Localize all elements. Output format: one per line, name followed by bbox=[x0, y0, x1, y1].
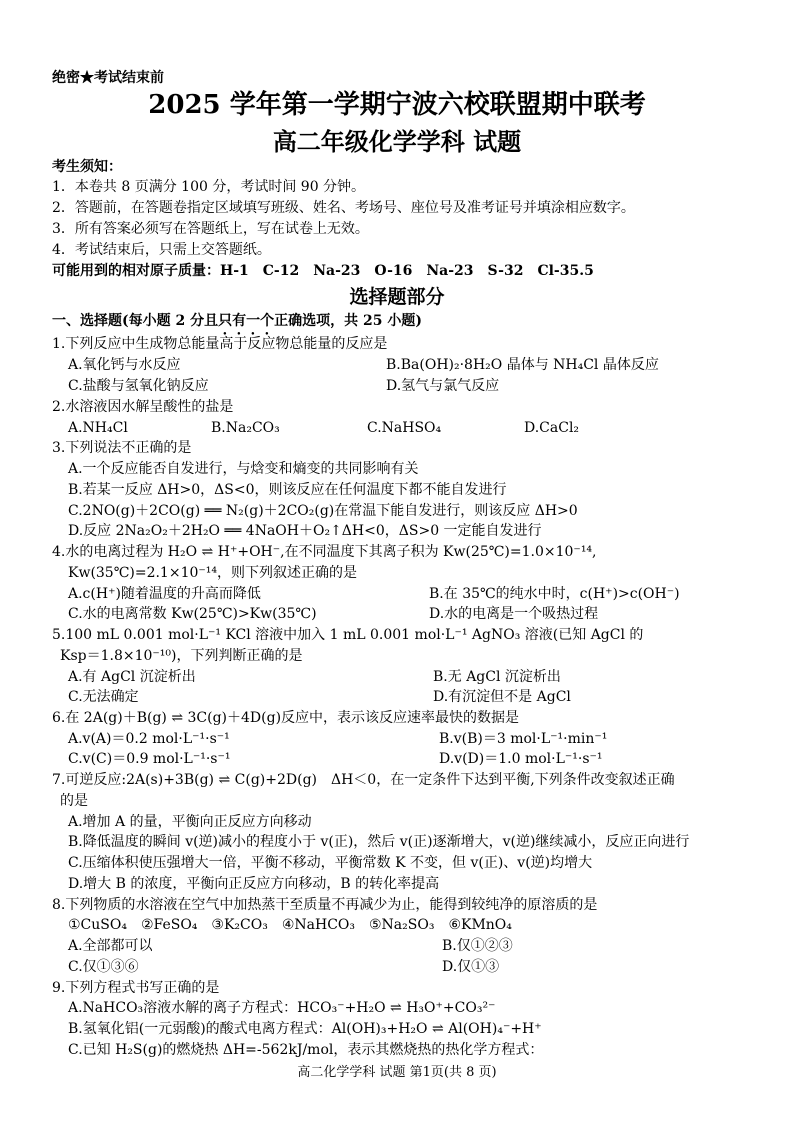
notice-item: 1．本卷共 8 页满分 100 分，考试时间 90 分钟。 bbox=[52, 179, 366, 195]
question-line: A.NH₄Cl bbox=[68, 420, 128, 436]
atomic-mass-line: 可能用到的相对原子质量：H-1 C-12 Na-23 O-16 Na-23 S-32 Cl-35.5 bbox=[52, 263, 594, 279]
question-line: B.氢氧化铝(一元弱酸)的酸式电离方程式：Al(OH)₃+H₂O ⇌ Al(OH)₄⁻+H⁺ bbox=[68, 1021, 542, 1037]
question-line: B.v(B)＝3 mol·L⁻¹·min⁻¹ bbox=[439, 731, 608, 747]
question-line: D.氢气与氯气反应 bbox=[386, 378, 500, 394]
section-intro-part: 一、选择题(每小题 2 分且 bbox=[52, 313, 219, 329]
question-line: 7.可逆反应:2A(s)+3B(g) ⇌ C(g)+2D(g) ΔH＜0，在一定条件下达到平衡,下列条件改变叙述正确 bbox=[52, 772, 675, 788]
question-line: C.v(C)＝0.9 mol·L⁻¹·s⁻¹ bbox=[68, 751, 231, 767]
question-line: C.压缩体积使压强增大一倍，平衡不移动，平衡常数 K 不变，但 v(正)、v(逆)均增大 bbox=[68, 855, 593, 871]
question-line: D.增大 B 的浓度，平衡向正反应方向移动，B 的转化率提高 bbox=[68, 876, 440, 892]
question-line: Ksp＝1.8×10⁻¹⁰)，下列判断正确的是 bbox=[60, 648, 303, 664]
question-line: A.氧化钙与水反应 bbox=[68, 357, 181, 373]
question-line: A.c(H⁺)随着温度的升高而降低 bbox=[68, 586, 261, 602]
question-line: 4.水的电离过程为 H₂O ⇌ H⁺+OH⁻,在不同温度下其离子积为 Kw(25℃)=1.0×10⁻¹⁴, bbox=[52, 544, 597, 560]
question-line: C.2NO(g)＋2CO(g) ══ N₂(g)＋2CO₂(g)在常温下能自发进行，则该反应 ΔH>0 bbox=[68, 503, 578, 519]
question-line: C.NaHSO₄ bbox=[367, 420, 442, 436]
question-line: 1.下列反应中生成物总能量高于反应物总能量的反应是 bbox=[52, 336, 388, 352]
notice-item: 4．考试结束后，只需上交答题纸。 bbox=[52, 242, 271, 258]
question-line: B.在 35℃的纯水中时，c(H⁺)>c(OH⁻) bbox=[429, 586, 680, 602]
question-line: B.无 AgCl 沉淀析出 bbox=[433, 669, 561, 685]
question-line: D.仅①③ bbox=[442, 959, 500, 975]
question-line: A.一个反应能否自发进行，与焓变和熵变的共同影响有关 bbox=[68, 461, 419, 477]
question-line: B.若某一反应 ΔH>0，ΔS<0，则该反应在任何温度下都不能自发进行 bbox=[68, 482, 507, 498]
question-line: 8.下列物质的水溶液在空气中加热蒸干至质量不再减少为止，能得到较纯净的原溶质的是 bbox=[52, 897, 598, 913]
question-line: 5.100 mL 0.001 mol·L⁻¹ KCl 溶液中加入 1 mL 0.001 mol·L⁻¹ AgNO₃ 溶液(已知 AgCl 的 bbox=[52, 627, 644, 643]
question-line: C.已知 H₂S(g)的燃烧热 ΔH=-562kJ/mol，表示其燃烧热的热化学方程式： bbox=[68, 1042, 544, 1058]
exam-title: 2025 学年第一学期宁波六校联盟期中联考 bbox=[148, 90, 646, 120]
question-line: B.Na₂CO₃ bbox=[211, 420, 280, 436]
question-line: 3.下列说法不正确的是 bbox=[52, 440, 192, 456]
question-line: C.仅①③⑥ bbox=[68, 959, 139, 975]
question-line: D.CaCl₂ bbox=[524, 420, 580, 436]
notice-item: 3．所有答案必须写在答题纸上，写在试卷上无效。 bbox=[52, 221, 369, 237]
notice-item: 2．答题前，在答题卷指定区域填写班级、姓名、考场号、座位号及准考证号并填涂相应数字。 bbox=[52, 200, 635, 216]
question-line: 的是 bbox=[60, 793, 88, 809]
question-line: ①CuSO₄ ②FeSO₄ ③K₂CO₃ ④NaHCO₃ ⑤Na₂SO₃ ⑥KMnO₄ bbox=[68, 917, 512, 933]
question-line: A.NaHCO₃溶液水解的离子方程式：HCO₃⁻+H₂O ⇌ H₃O⁺+CO₃²⁻ bbox=[68, 1000, 496, 1016]
question-line: 9.下列方程式书写正确的是 bbox=[52, 980, 220, 996]
confidential-label: 绝密★考试结束前 bbox=[52, 70, 164, 86]
question-line: C.盐酸与氢氧化钠反应 bbox=[68, 378, 209, 394]
question-line: D.水的电离是一个吸热过程 bbox=[429, 606, 599, 622]
question-line: 2.水溶液因水解呈酸性的盐是 bbox=[52, 399, 234, 415]
section-title: 选择题部分 bbox=[349, 286, 445, 308]
question-line: A.增加 A 的量，平衡向正反应方向移动 bbox=[68, 814, 312, 830]
notice-heading: 考生须知： bbox=[52, 159, 122, 175]
question-line: D.v(D)＝1.0 mol·L⁻¹·s⁻¹ bbox=[439, 751, 603, 767]
question-line: Kw(35℃)=2.1×10⁻¹⁴，则下列叙述正确的是 bbox=[68, 565, 357, 581]
question-line: B.仅①②③ bbox=[442, 938, 513, 954]
exam-subtitle: 高二年级化学学科 试题 bbox=[272, 127, 522, 156]
question-line: C.水的电离常数 Kw(25℃)>Kw(35℃) bbox=[68, 606, 317, 622]
section-intro-part: 正确选项，共 25 小题) bbox=[274, 313, 422, 329]
question-line: A.v(A)＝0.2 mol·L⁻¹·s⁻¹ bbox=[68, 731, 230, 747]
question-line: B.降低温度的瞬间 v(逆)减小的程度小于 v(正)，然后 v(正)逐渐增大，v(逆)继续减小，反应正向进行 bbox=[68, 834, 690, 850]
question-line: A.全部都可以 bbox=[68, 938, 153, 954]
question-line: C.无法确定 bbox=[68, 689, 139, 705]
question-line: 6.在 2A(g)＋B(g) ⇌ 3C(g)＋4D(g)反应中，表示该反应速率最快的数据是 bbox=[52, 710, 520, 726]
section-intro-emphasis: 只有一个 bbox=[218, 313, 275, 329]
question-line: D.反应 2Na₂O₂＋2H₂O ══ 4NaOH＋O₂↑ΔH<0，ΔS>0 一定能自发进行 bbox=[68, 523, 542, 539]
question-line: A.有 AgCl 沉淀析出 bbox=[68, 669, 196, 685]
question-line: B.Ba(OH)₂·8H₂O 晶体与 NH₄Cl 晶体反应 bbox=[386, 357, 659, 373]
question-line: D.有沉淀但不是 AgCl bbox=[433, 689, 571, 705]
page-footer: 高二化学学科 试题 第1页(共 8 页) bbox=[297, 1065, 497, 1080]
